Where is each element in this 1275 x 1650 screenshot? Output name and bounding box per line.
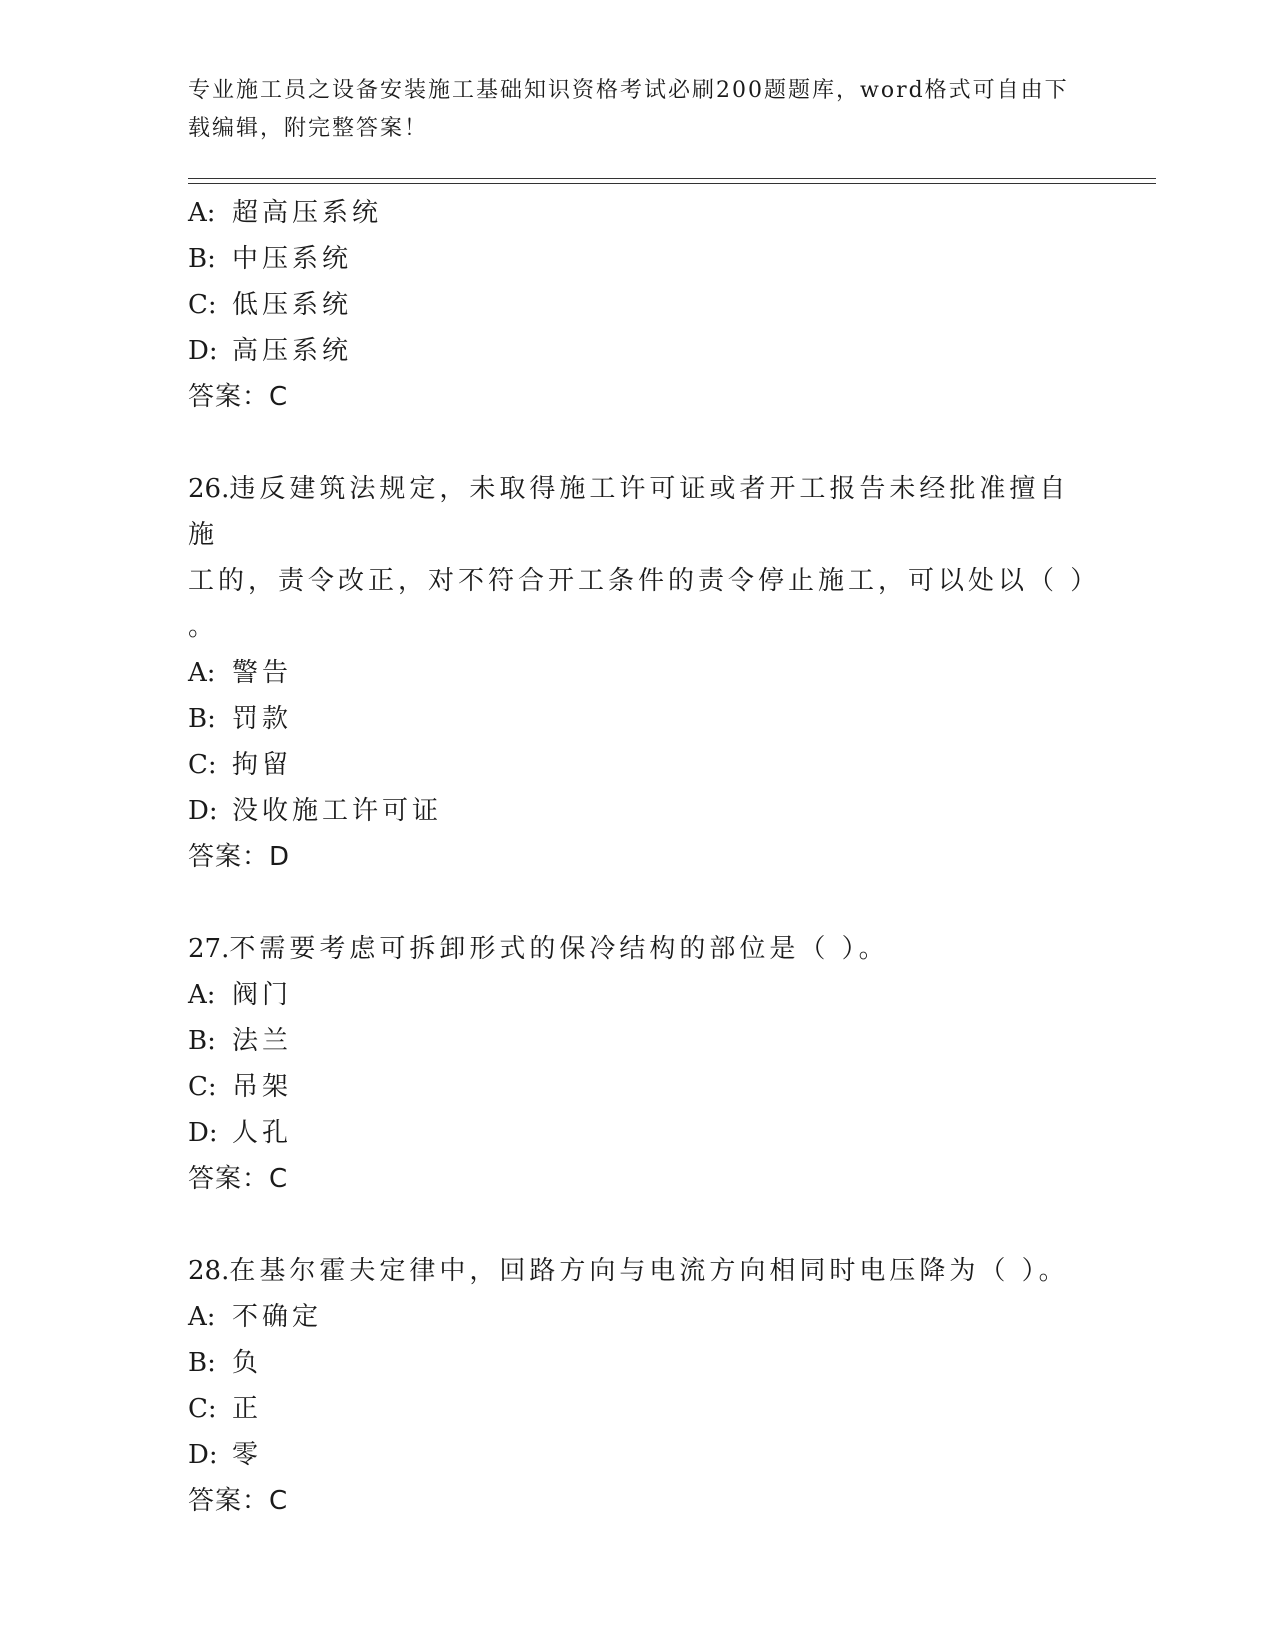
question-list <box>188 190 1101 1524</box>
option-c: C: 吊架 <box>188 1072 293 1102</box>
answer-line: 答案：D <box>188 842 291 872</box>
option-a: A: 不确定 <box>188 1302 323 1332</box>
option-c: C: 正 <box>188 1394 263 1424</box>
answer-line: 答案：C <box>188 1486 289 1516</box>
question-stem: 26.违反建筑法规定，未取得施工许可证或者开工报告未经批准擅自施 工的，责令改正，对不符合开工条件的责令停止施工，可以处以（ ） <box>188 474 1101 596</box>
answer-line: 答案：C <box>188 382 289 412</box>
question-26 <box>188 466 1101 880</box>
option-d: D: 人孔 <box>188 1118 293 1148</box>
answer-line: 答案：C <box>188 1164 289 1194</box>
option-a: A: 超高压系统 <box>188 198 383 228</box>
option-a: A: 阀门 <box>188 980 293 1010</box>
option-a: A: 警告 <box>188 658 293 688</box>
option-b: B: 法兰 <box>188 1026 293 1056</box>
option-b: B: 负 <box>188 1348 263 1378</box>
document-header: 专业施工员之设备安装施工基础知识资格考试必刷200题题库，word格式可自由下载编辑，附完整答案！ <box>188 78 1069 141</box>
question-28 <box>188 1248 1088 1524</box>
header-divider-bottom <box>188 183 1156 184</box>
option-c: C: 拘留 <box>188 750 293 780</box>
question-25-continued <box>188 190 1088 420</box>
option-c: C: 低压系统 <box>188 290 353 320</box>
option-d: D: 零 <box>188 1440 263 1470</box>
question-27 <box>188 926 1088 1202</box>
option-d: D: 高压系统 <box>188 336 353 366</box>
option-b: B: 中压系统 <box>188 244 353 274</box>
question-stem: 28.在基尔霍夫定律中，回路方向与电流方向相同时电压降为（ ）。 <box>188 1256 1069 1286</box>
option-d: D: 没收施工许可证 <box>188 796 443 826</box>
question-stem-tail: 。 <box>188 612 215 642</box>
option-b: B: 罚款 <box>188 704 293 734</box>
header-divider-top <box>188 178 1156 179</box>
question-stem: 27.不需要考虑可拆卸形式的保冷结构的部位是（ ）。 <box>188 934 889 964</box>
